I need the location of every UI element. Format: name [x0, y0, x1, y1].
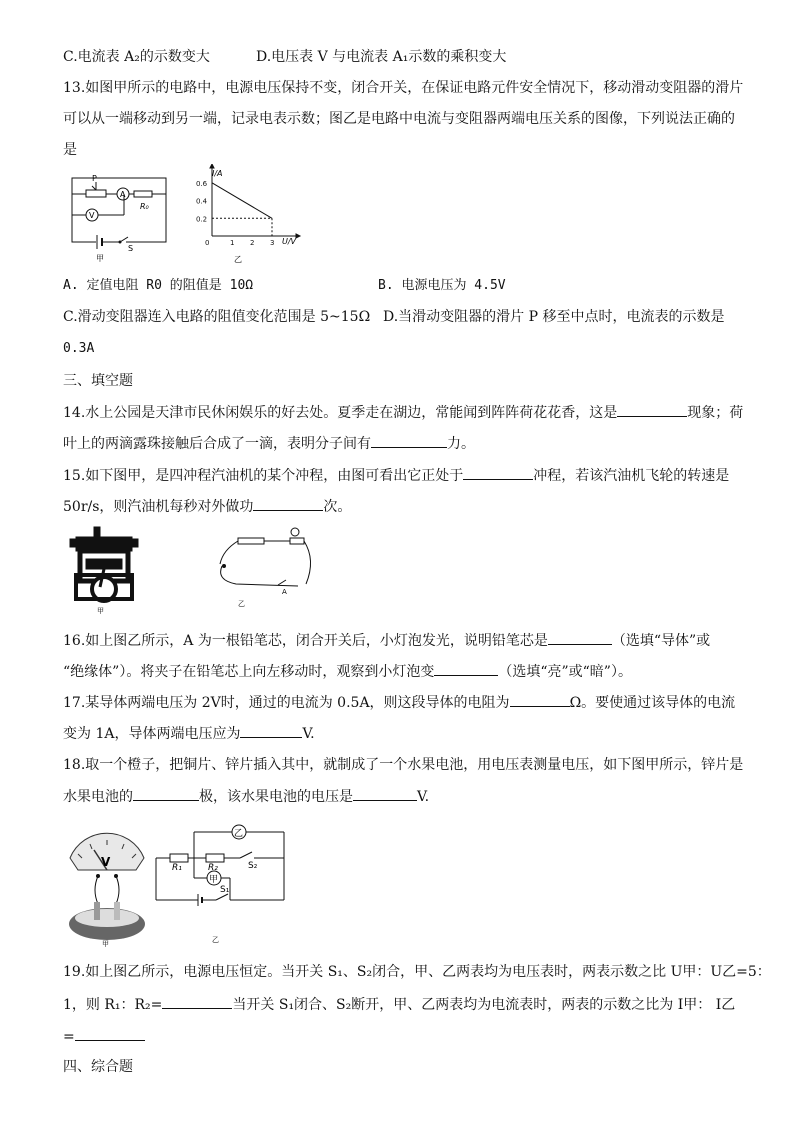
chart-y-tick-label: 0.4 — [196, 197, 208, 206]
q15-blank-1[interactable] — [463, 465, 533, 480]
q13-stem-line3: 是 — [63, 142, 77, 158]
q19-r1-label: R₁ — [172, 863, 182, 873]
q14-line1 — [63, 402, 743, 423]
q13-switch-label: S — [128, 244, 134, 253]
q13-fig-jia: 甲 — [96, 254, 104, 263]
q19-line3 — [63, 1026, 145, 1047]
q15-text-b: 冲程，若该汽油机飞轮的转速是 — [533, 468, 730, 484]
q19-s2-label: S₂ — [248, 861, 258, 871]
q12-option-d: D.电压表 V 与电流表 A₁示数的乘积变大 — [256, 49, 507, 65]
chart-x-tick-label: 2 — [250, 239, 255, 247]
q15-line1 — [63, 465, 729, 486]
q14-text-b: 现象；荷 — [687, 405, 744, 421]
chart-x-tick-label: 3 — [270, 239, 275, 247]
q13-slider-label: P — [92, 174, 97, 183]
q19-text-c: = — [63, 1029, 75, 1045]
q15-fig-jia: 甲 — [97, 607, 104, 615]
q18-meter-v: V — [101, 855, 111, 869]
q16-text-b: （选填“导体”或 — [611, 633, 711, 649]
q13-option-b: B. 电源电压为 4.5V — [378, 278, 506, 293]
q16-blank-2[interactable] — [434, 661, 498, 676]
q19-blank-1[interactable] — [162, 994, 232, 1009]
q18-line2 — [63, 786, 429, 807]
q12-option-c: C.电流表 A₂的示数变大 — [63, 49, 210, 65]
q13-option-c: C.滑动变阻器连入电路的阻值变化范围是 5~15Ω — [63, 309, 371, 325]
q15-text-a: 15.如下图甲，是四冲程汽油机的某个冲程，由图可看出它正处于 — [63, 468, 464, 484]
chart-fig-yi: 乙 — [234, 255, 242, 264]
q18-fruit-battery-figure — [64, 824, 150, 948]
q19-line2 — [63, 994, 735, 1015]
q13-r0-label: R₀ — [140, 202, 149, 211]
q17-blank-1[interactable] — [510, 692, 570, 707]
q17-text-d: V. — [302, 726, 315, 742]
q13-option-d-cont: 0.3A — [63, 341, 95, 356]
q18-line1: 18.取一个橙子，把铜片、锌片插入其中，就制成了一个水果电池，用电压表测量电压，如下图甲所示，锌片是 — [63, 757, 744, 773]
q16-text-c: “绝缘体”）。将夹子在铅笔芯上向左移动时，观察到小灯泡变 — [63, 664, 435, 680]
q13-stem-line1: 13.如图甲所示的电路中，电源电压保持不变，闭合开关，在保证电路元件安全情况下，移动滑动变阻器的滑片 — [63, 80, 744, 96]
chart-x-tick-label: 0 — [205, 239, 210, 247]
q14-blank-1[interactable] — [617, 402, 687, 417]
q15-blank-2[interactable] — [253, 496, 323, 511]
q15-text-c: 50r/s，则汽油机每秒对外做功 — [63, 499, 254, 515]
chart-x-tick-label: 1 — [230, 239, 235, 247]
q16-line2 — [63, 661, 632, 682]
chart-y-tick-label: 0.2 — [196, 215, 208, 224]
q16-line1 — [63, 630, 710, 651]
q13-option-d: D.当滑动变阻器的滑片 P 移至中点时，电流表的示数是 — [383, 309, 725, 325]
q14-blank-2[interactable] — [371, 433, 447, 448]
q16-pencil-circuit — [208, 520, 328, 610]
q13-circuit-diagram — [64, 168, 174, 263]
q17-blank-2[interactable] — [240, 723, 302, 738]
q14-text-d: 力。 — [447, 436, 475, 452]
chart-y-tick-label: 0.6 — [196, 179, 208, 188]
q17-text-a: 17.某导体两端电压为 2V时，通过的电流为 0.5A，则这段导体的电阻为 — [63, 695, 510, 711]
q19-circuit-diagram — [150, 818, 290, 948]
q19-line1: 19.如上图乙所示，电源电压恒定。当开关 S₁、S₂闭合，甲、乙两表均为电压表时，两表示数之比 U甲：U乙=5： — [63, 964, 771, 980]
q15-text-d: 次。 — [323, 499, 352, 515]
q19-meter-jia: 甲 — [209, 875, 219, 885]
q13-stem-line2: 可以从一端移动到另一端，记录电表示数；图乙是电路中电流与变阻器两端电压关系的图像，下列说法正确的 — [63, 111, 735, 127]
q16-blank-1[interactable] — [548, 630, 612, 645]
section-heading-fill-in: 三、填空题 — [63, 373, 133, 389]
q16-pencil-label: A — [282, 588, 287, 596]
q19-text-b: 当开关 S₁闭合、S₂断开，甲、乙两表均为电流表时，两表的示数之比为 I甲： I乙 — [232, 997, 736, 1013]
q13-voltmeter-label: V — [89, 211, 95, 220]
chart-x-arrow — [296, 234, 300, 238]
q14-line2 — [63, 433, 475, 454]
chart-y-axis-label: I/A — [212, 169, 223, 178]
q17-text-c: 变为 1A，导体两端电压应为 — [63, 726, 241, 742]
q17-line2 — [63, 723, 315, 744]
q15-fig-yi: 乙 — [238, 600, 245, 608]
chart-y-arrow — [210, 164, 214, 168]
q18-fig-jia: 甲 — [102, 940, 109, 948]
section-heading-comprehensive: 四、综合题 — [63, 1059, 133, 1075]
q17-text-b: Ω。要使通过该导体的电流 — [569, 695, 736, 711]
q19-meter-yi: 乙 — [234, 829, 244, 839]
q13-ammeter-label: A — [120, 190, 126, 199]
q19-blank-2[interactable] — [75, 1026, 145, 1041]
q15-engine-figure — [64, 525, 144, 615]
chart-series-line — [212, 183, 272, 218]
q19-s1-label: S₁ — [220, 885, 230, 895]
q16-text-a: 16.如上图乙所示，A 为一根铅笔芯，闭合开关后，小灯泡发光，说明铅笔芯是 — [63, 633, 548, 649]
q16-text-d: （选填“亮”或“暗”）。 — [498, 664, 632, 680]
q18-blank-1[interactable] — [133, 786, 199, 801]
q15-line2 — [63, 496, 351, 517]
q18-text-c: V. — [417, 789, 430, 805]
q19-text-a: 1，则 R₁：R₂= — [63, 997, 163, 1013]
q18-fig-yi: 乙 — [212, 936, 219, 944]
q17-line1 — [63, 692, 735, 713]
q14-text-a: 14.水上公园是天津市民休闲娱乐的好去处。夏季走在湖边，常能闻到阵阵荷花花香，这是 — [63, 405, 618, 421]
q13-option-a: A. 定值电阻 R0 的阻值是 10Ω — [63, 278, 254, 293]
q14-text-c: 叶上的两滴露珠接触后合成了一滴，表明分子间有 — [63, 436, 371, 452]
q18-text-a: 水果电池的 — [63, 789, 133, 805]
chart-x-axis-label: U/V — [282, 237, 297, 246]
q13-current-voltage-chart — [192, 164, 302, 267]
q19-r2-label: R₂ — [208, 863, 218, 873]
q18-blank-2[interactable] — [353, 786, 417, 801]
q18-text-b: 极，该水果电池的电压是 — [199, 789, 353, 805]
